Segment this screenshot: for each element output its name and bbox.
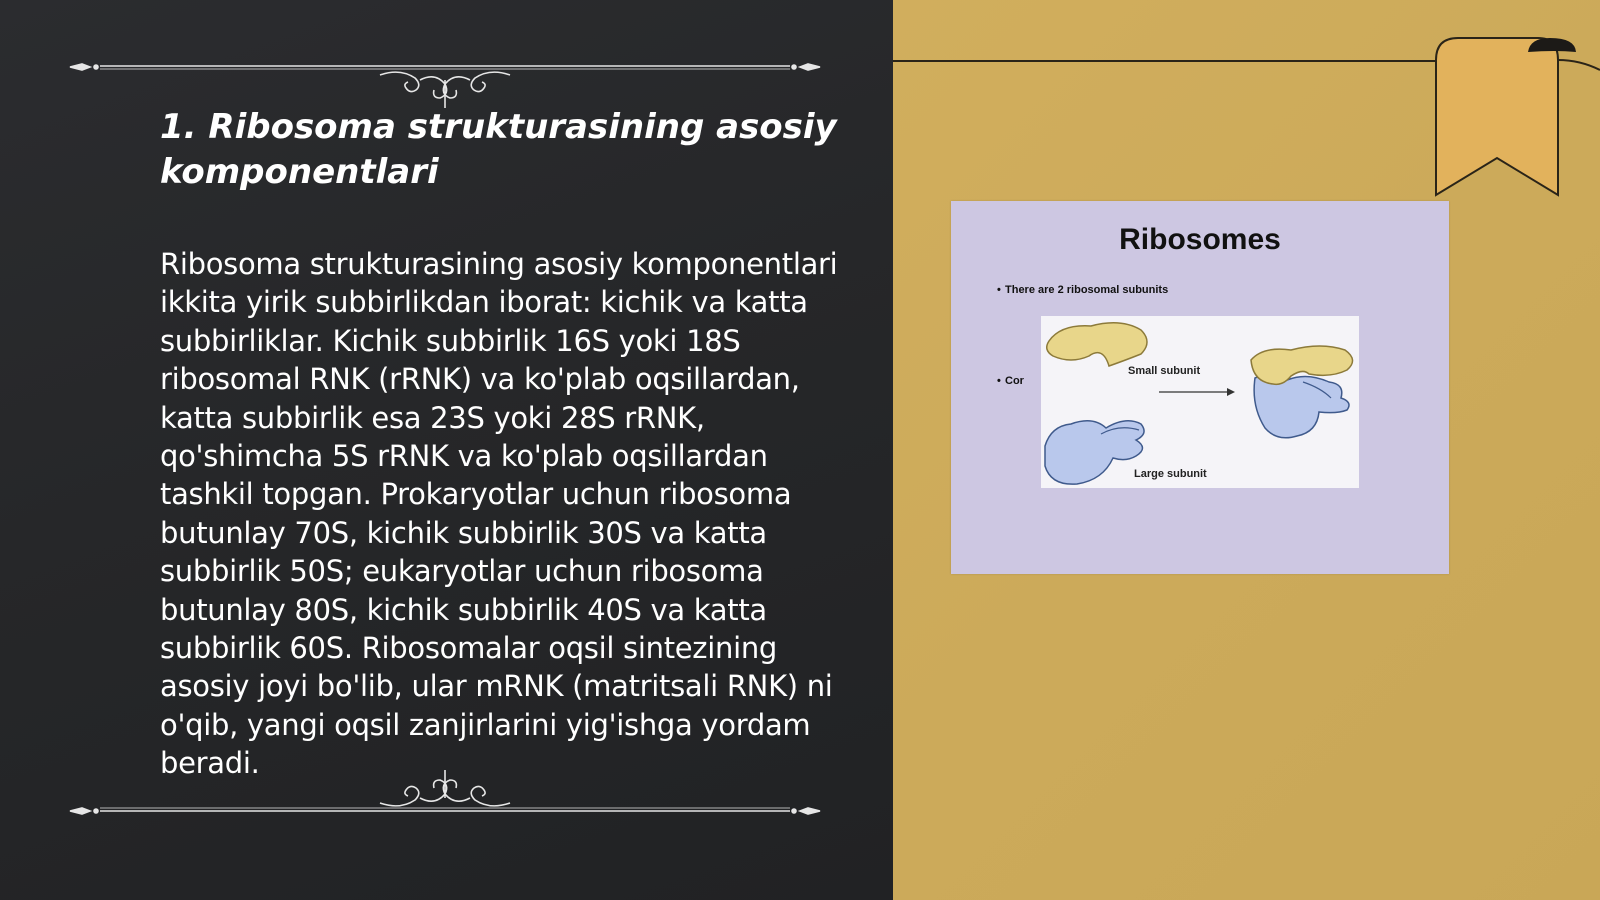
- figure-bullet-text: Cor: [1005, 375, 1024, 387]
- bottom-ornament-border-icon: [60, 768, 830, 828]
- subunit-diagram: [1041, 316, 1359, 488]
- figure-bullet: • There are 2 ribosomal subunits: [997, 284, 1169, 296]
- slide-body-text: Ribosoma strukturasining asosiy komponentlari ikkita yirik subbirlikdan iborat: kichik va katta subbirliklar. Kichik subbirlik 16S yoki 18S ribosomal RNK (rRNK) va ko'plab oqsillardan, katta subbirlik esa 23S yoki 28S rRNK, qo'shimcha 5S rRNK va ko'plab oqsillardan tashkil topgan. Prokaryotlar uchun ribosoma butunlay 70S, kichik subbirlik 30S va katta subbirlik 50S; eukaryotlar uchun ribosoma butunlay 80S, kichik subbirlik 40S va katta subbirlik 60S. Ribosomalar oqsil sintezining asosiy joyi bo'lib, ular mRNK (matritsali RNK) ni o'qib, yangi oqsil zanjirlarini yig'ishga yordam beradi.: [160, 247, 838, 781]
- ribosome-figure: [951, 201, 1449, 574]
- figure-title: Ribosomes: [1119, 223, 1281, 256]
- slide-heading: 1. Ribosoma strukturasining asosiy komponentlari: [160, 107, 837, 192]
- small-subunit-label: Small subunit: [1128, 365, 1201, 377]
- figure-bullet-text: There are 2 ribosomal subunits: [1005, 284, 1169, 296]
- large-subunit-label: Large subunit: [1134, 468, 1207, 480]
- ribosome-subunits-illustration: [1041, 316, 1359, 488]
- bookmark-ribbon-icon: [1430, 30, 1600, 205]
- top-ornament-border-icon: [60, 50, 830, 110]
- figure-bullet: • Cor: [997, 375, 1024, 387]
- divider-line: [893, 60, 1438, 62]
